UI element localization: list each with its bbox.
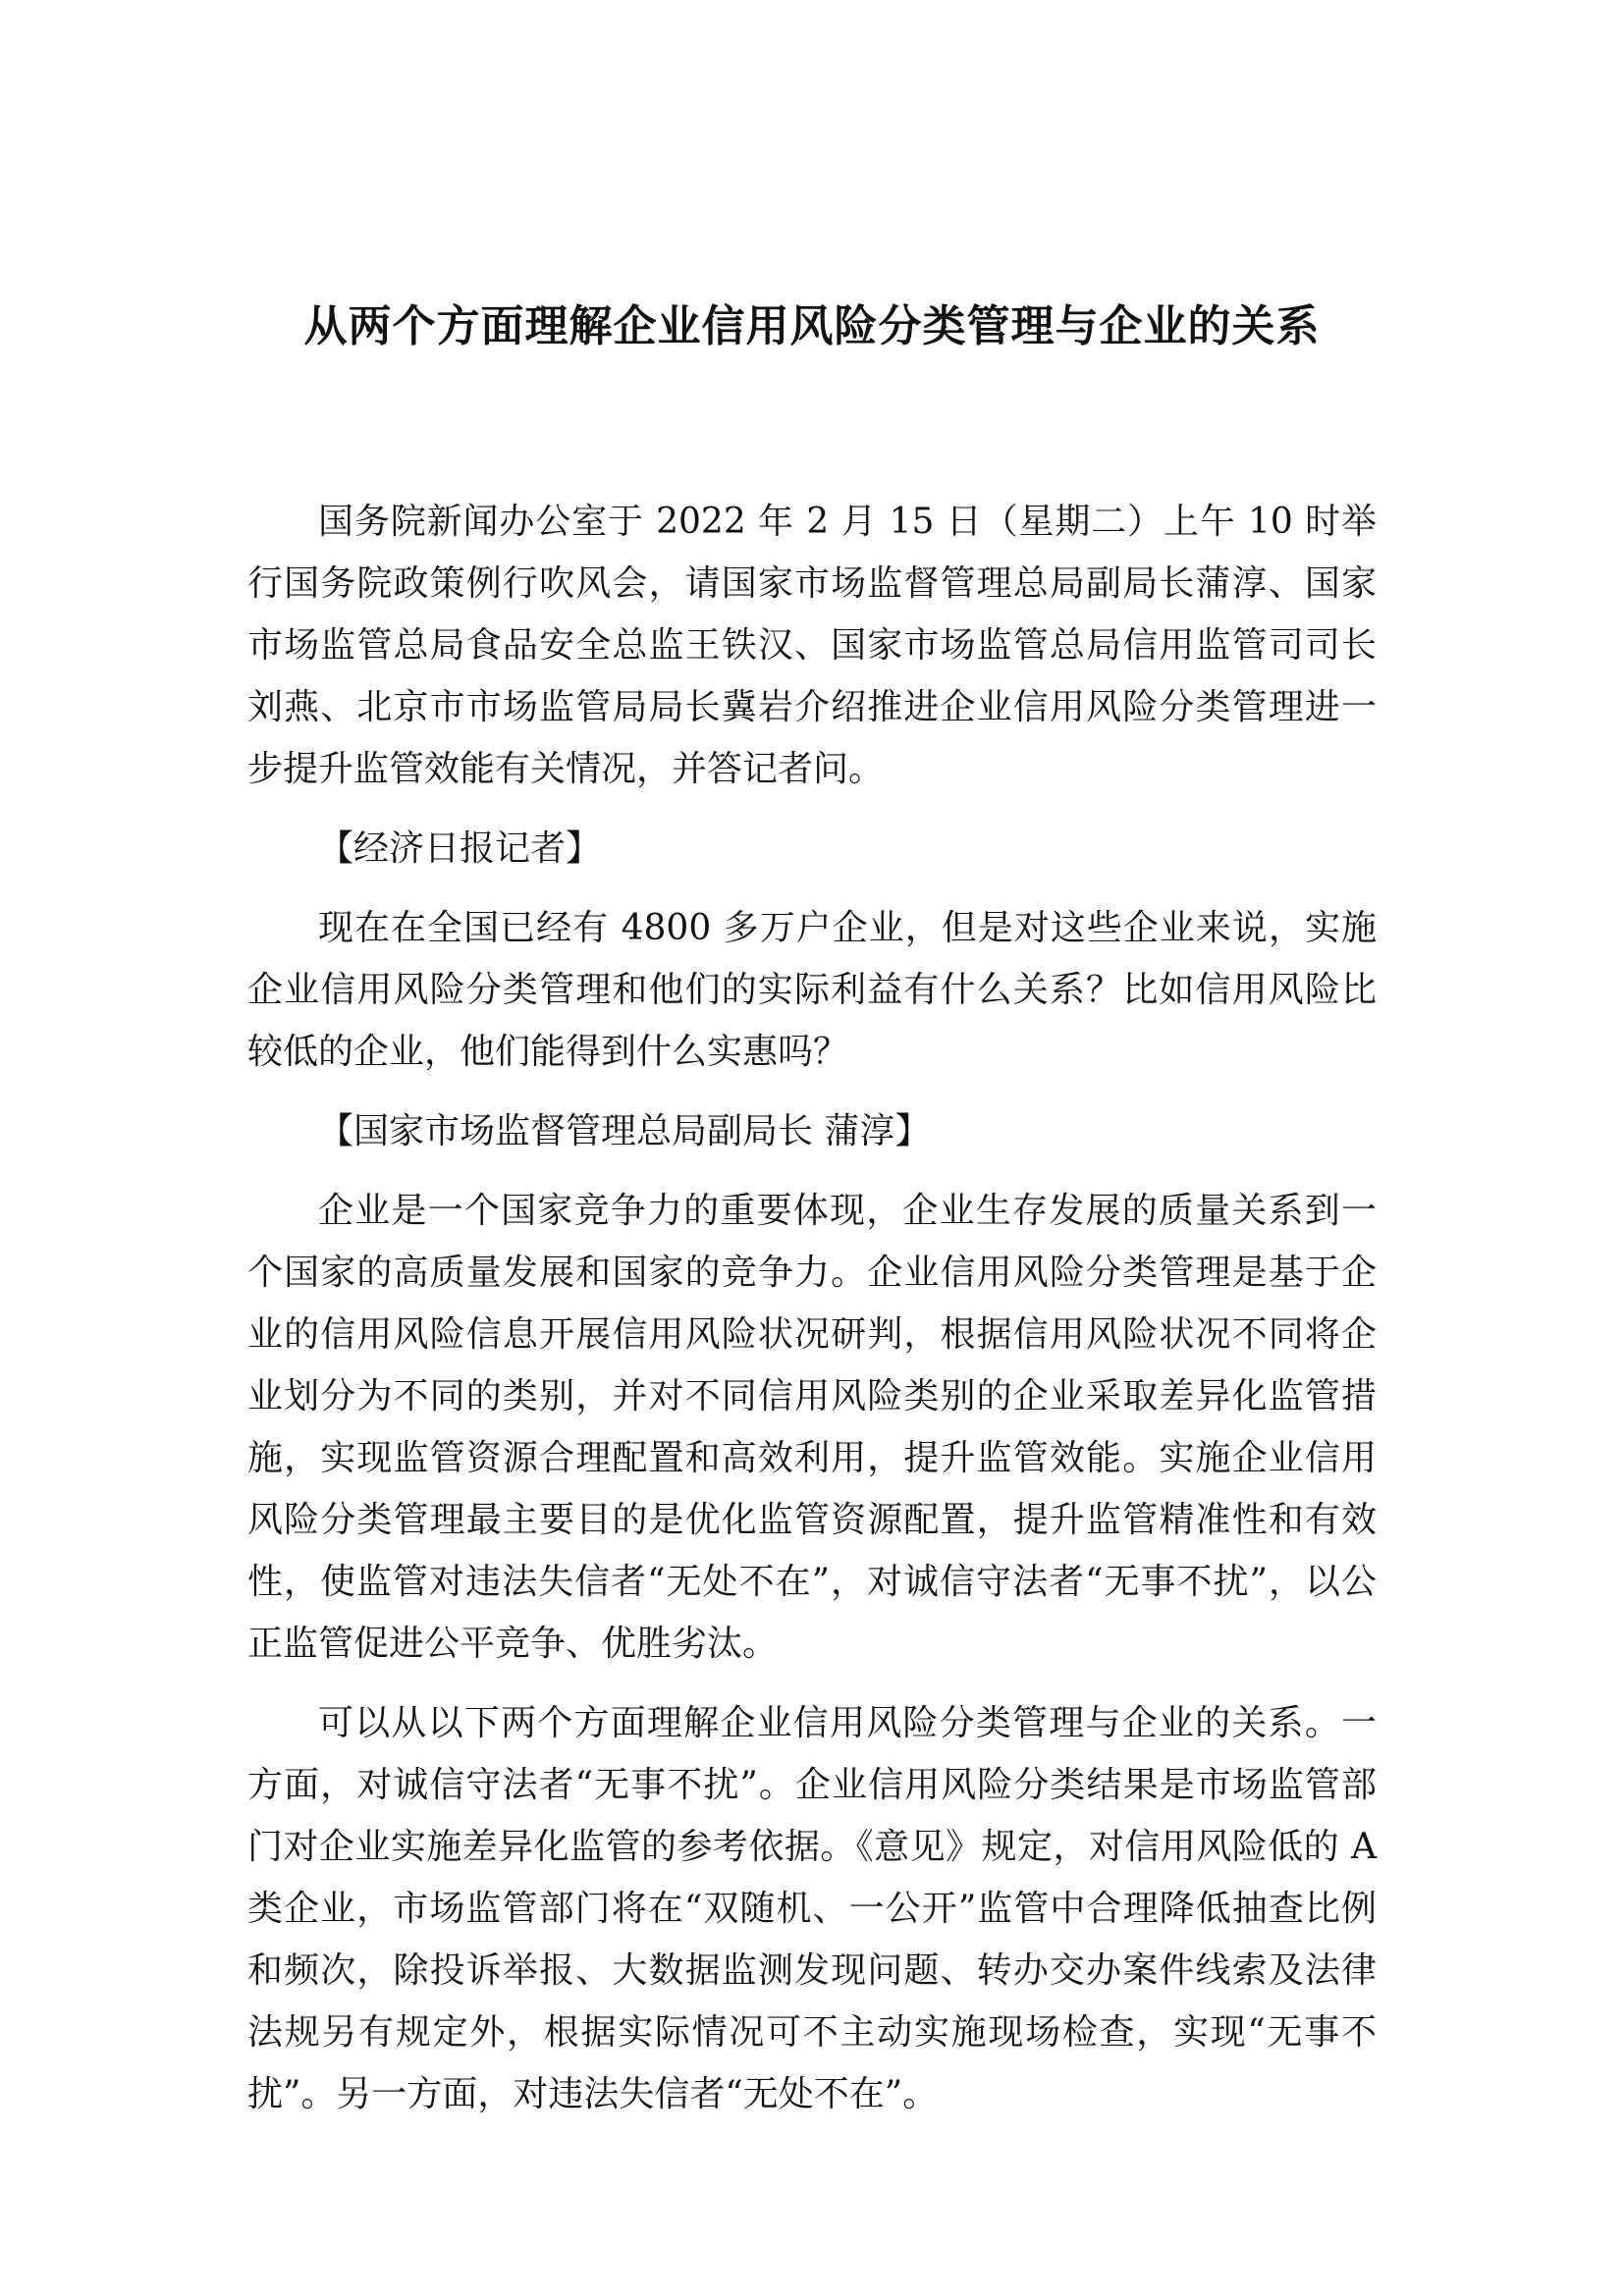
question-paragraph: 现在在全国已经有 4800 多万户企业，但是对这些企业来说，实施企业信用风险分类管理和他们的实际利益有什么关系？比如信用风险比较低的企业，他们能得到什么实惠吗？ bbox=[247, 908, 1377, 1072]
intro-paragraph: 国务院新闻办公室于 2022 年 2 月 15 日（星期二）上午 10 时举行国务院政策例行吹风会，请国家市场监督管理总局副局长蒲淳、国家市场监管总局食品安全总监王铁汉、国家市场监管总局信用监管司司长刘燕、北京市市场监管局局长冀岩介绍推进企业信用风险分类管理进一步提升监管效能有关情况，并答记者问。 bbox=[247, 502, 1377, 789]
speaker-label-official: 【国家市场监督管理总局副局长 蒲淳】 bbox=[318, 1111, 931, 1151]
answer-paragraph-1: 企业是一个国家竞争力的重要体现，企业生存发展的质量关系到一个国家的高质量发展和国家的竞争力。企业信用风险分类管理是基于企业的信用风险信息开展信用风险状况研判，根据信用风险状况不同将企业划分为不同的类别，并对不同信用风险类别的企业采取差异化监管措施，实现监管资源合理配置和高效利用，提升监管效能。实施企业信用风险分类管理最主要目的是优化监管资源配置，提升监管精准性和有效性，使监管对违法失信者“无处不在”，对诚信守法者“无事不扰”，以公正监管促进公平竞争、优胜劣汰。 bbox=[247, 1191, 1377, 1664]
answer-paragraph-2: 可以从以下两个方面理解企业信用风险分类管理与企业的关系。一方面，对诚信守法者“无事不扰”。企业信用风险分类结果是市场监管部门对企业实施差异化监管的参考依据。《意见》规定，对信用风险低的 A 类企业，市场监管部门将在“双随机、一公开”监管中合理降低抽查比例和频次，除投诉举报、大数据监测发现问题、转办交办案件线索及法律法规另有规定外，根据实际情况可不主动实施现场检查，实现“无事不扰”。另一方面，对违法失信者“无处不在”。 bbox=[247, 1703, 1377, 2114]
document-title: 从两个方面理解企业信用风险分类管理与企业的关系 bbox=[303, 301, 1321, 351]
document-body bbox=[247, 491, 1377, 2143]
speaker-label-reporter: 【经济日报记者】 bbox=[318, 828, 602, 869]
